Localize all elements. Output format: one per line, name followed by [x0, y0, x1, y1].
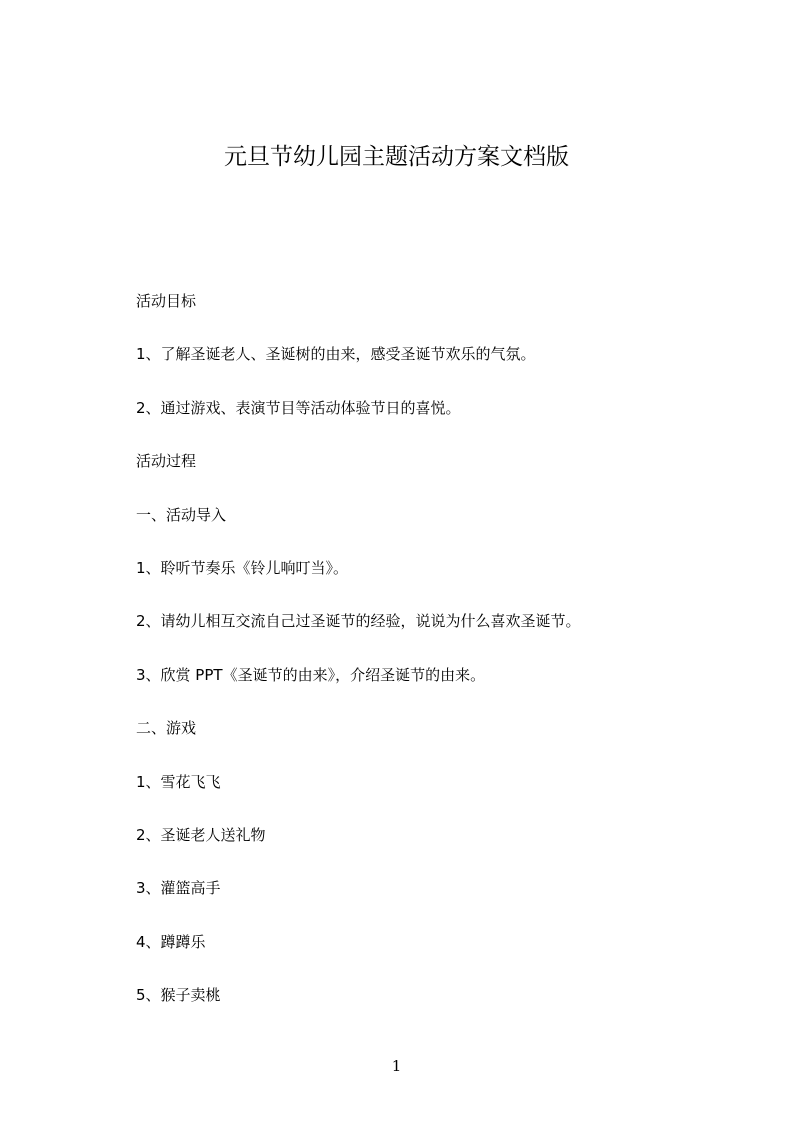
subsection-heading-intro: 一、活动导入 [136, 506, 227, 524]
list-item: 3、灌篮高手 [136, 879, 221, 897]
section-heading-process: 活动过程 [136, 452, 197, 470]
page-number: 1 [391, 1057, 402, 1075]
list-item: 2、圣诞老人送礼物 [136, 826, 266, 844]
subsection-heading-games: 二、游戏 [136, 719, 197, 737]
list-item: 5、猴子卖桃 [136, 986, 221, 1004]
list-item: 4、蹲蹲乐 [136, 933, 206, 951]
paragraph-line: 3、欣赏 PPT《圣诞节的由来》，介绍圣诞节的由来。 [136, 666, 486, 684]
paragraph-line: 1、了解圣诞老人、圣诞树的由来，感受圣诞节欢乐的气氛。 [136, 345, 536, 363]
document-title: 元旦节幼儿园主题活动方案文档版 [224, 144, 569, 170]
paragraph-line: 2、通过游戏、表演节目等活动体验节日的喜悦。 [136, 399, 461, 417]
section-heading-goals: 活动目标 [136, 292, 197, 310]
list-item: 1、雪花飞飞 [136, 773, 221, 791]
paragraph-line: 1、聆听节奏乐《铃儿响叮当》。 [136, 559, 349, 577]
paragraph-line: 2、请幼儿相互交流自己过圣诞节的经验，说说为什么喜欢圣诞节。 [136, 612, 581, 630]
